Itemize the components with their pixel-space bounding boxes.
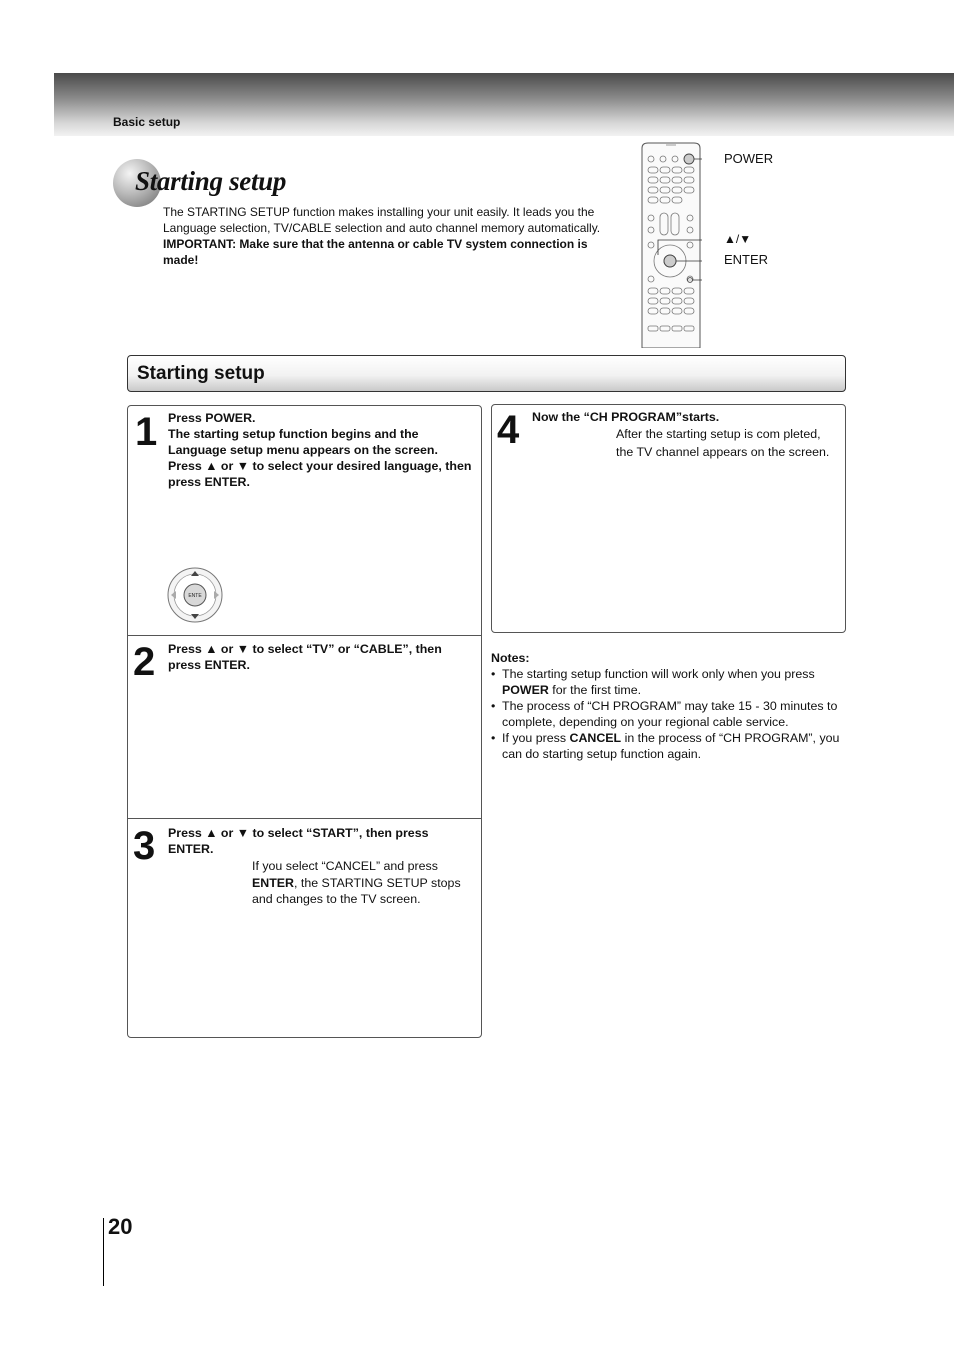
step-1-line-2: The starting setup function begins and the Language setup menu appears on the screen. — [168, 427, 438, 457]
step-1-line-1: Press POWER. — [168, 411, 256, 425]
step-1-line-3: Press ▲ or ▼ to select your desired language, then press ENTER. — [168, 459, 472, 489]
step-3-note-prefix: If you select “CANCEL” and press — [252, 859, 438, 873]
list-item — [491, 666, 841, 698]
step-1-number: 1 — [135, 410, 158, 454]
intro-paragraph: The STARTING SETUP function makes installing your unit easily. It leads you the Language selection, TV/CABLE selection and auto channel memory automatically. — [163, 205, 601, 235]
step-divider — [128, 818, 481, 819]
step-divider — [128, 635, 481, 636]
section-bar-title: Starting setup — [137, 363, 265, 384]
remote-label-power: POWER — [724, 151, 774, 166]
notes — [491, 650, 841, 762]
list-item — [491, 730, 841, 762]
step-4-text — [532, 409, 832, 425]
page-title: Starting setup — [135, 166, 287, 196]
note-1-pre: The starting setup function will work only when you press — [502, 667, 815, 681]
notes-list — [491, 666, 841, 762]
note-3-post: in the process of “CH PROGRAM”, you can do starting setup function again. — [502, 731, 840, 761]
step-2-line-1: Press ▲ or ▼ to select “TV” or “CABLE”, then press ENTER. — [168, 642, 442, 672]
note-1-bold: POWER — [502, 683, 549, 697]
direction-pad-icon — [166, 566, 224, 624]
section-label: Basic setup — [113, 115, 181, 129]
step-1-text — [168, 410, 476, 490]
step-4-note: After the starting setup is com pleted, the TV channel appears on the screen. — [616, 427, 830, 459]
remote-label-enter: ENTER — [724, 252, 769, 267]
step-3-line-1: Press ▲ or ▼ to select “START”, then press ENTER. — [168, 826, 429, 856]
step-2-text — [168, 641, 476, 673]
step-3-note — [252, 858, 477, 908]
intro-important: IMPORTANT: Make sure that the antenna or cable TV system connection is made! — [163, 237, 588, 267]
section-bar — [127, 355, 846, 392]
direction-pad-label: ENTE — [188, 593, 202, 599]
step-3-number: 3 — [133, 824, 156, 868]
step-4-number: 4 — [497, 408, 520, 452]
page-rule — [103, 1218, 104, 1286]
step-4-box — [491, 404, 846, 633]
intro — [163, 204, 613, 268]
step-4-line-1: Now the “CH PROGRAM”starts. — [532, 410, 720, 424]
note-2-pre: The process of “CH PROGRAM” may take 15 - 30 minutes to complete, depending on your regional cable service. — [502, 699, 838, 729]
note-1-post: for the first time. — [548, 683, 642, 697]
note-3-bold: CANCEL — [569, 731, 622, 745]
remote-label-updown: ▲/▼ — [724, 232, 752, 246]
page-number: 20 — [108, 1214, 133, 1239]
step-2-number: 2 — [133, 640, 156, 684]
step-3-note-bold: ENTER — [252, 875, 294, 890]
notes-title: Notes: — [491, 651, 530, 665]
step-3-note-suffix: , the STARTING SETUP stops and changes to the TV screen. — [252, 875, 461, 906]
step-3-text — [168, 825, 468, 857]
header-band — [54, 73, 954, 136]
list-item — [491, 698, 841, 730]
remote-control-icon — [640, 142, 702, 348]
note-3-pre: If you press — [502, 731, 570, 745]
steps-box — [127, 405, 482, 1038]
